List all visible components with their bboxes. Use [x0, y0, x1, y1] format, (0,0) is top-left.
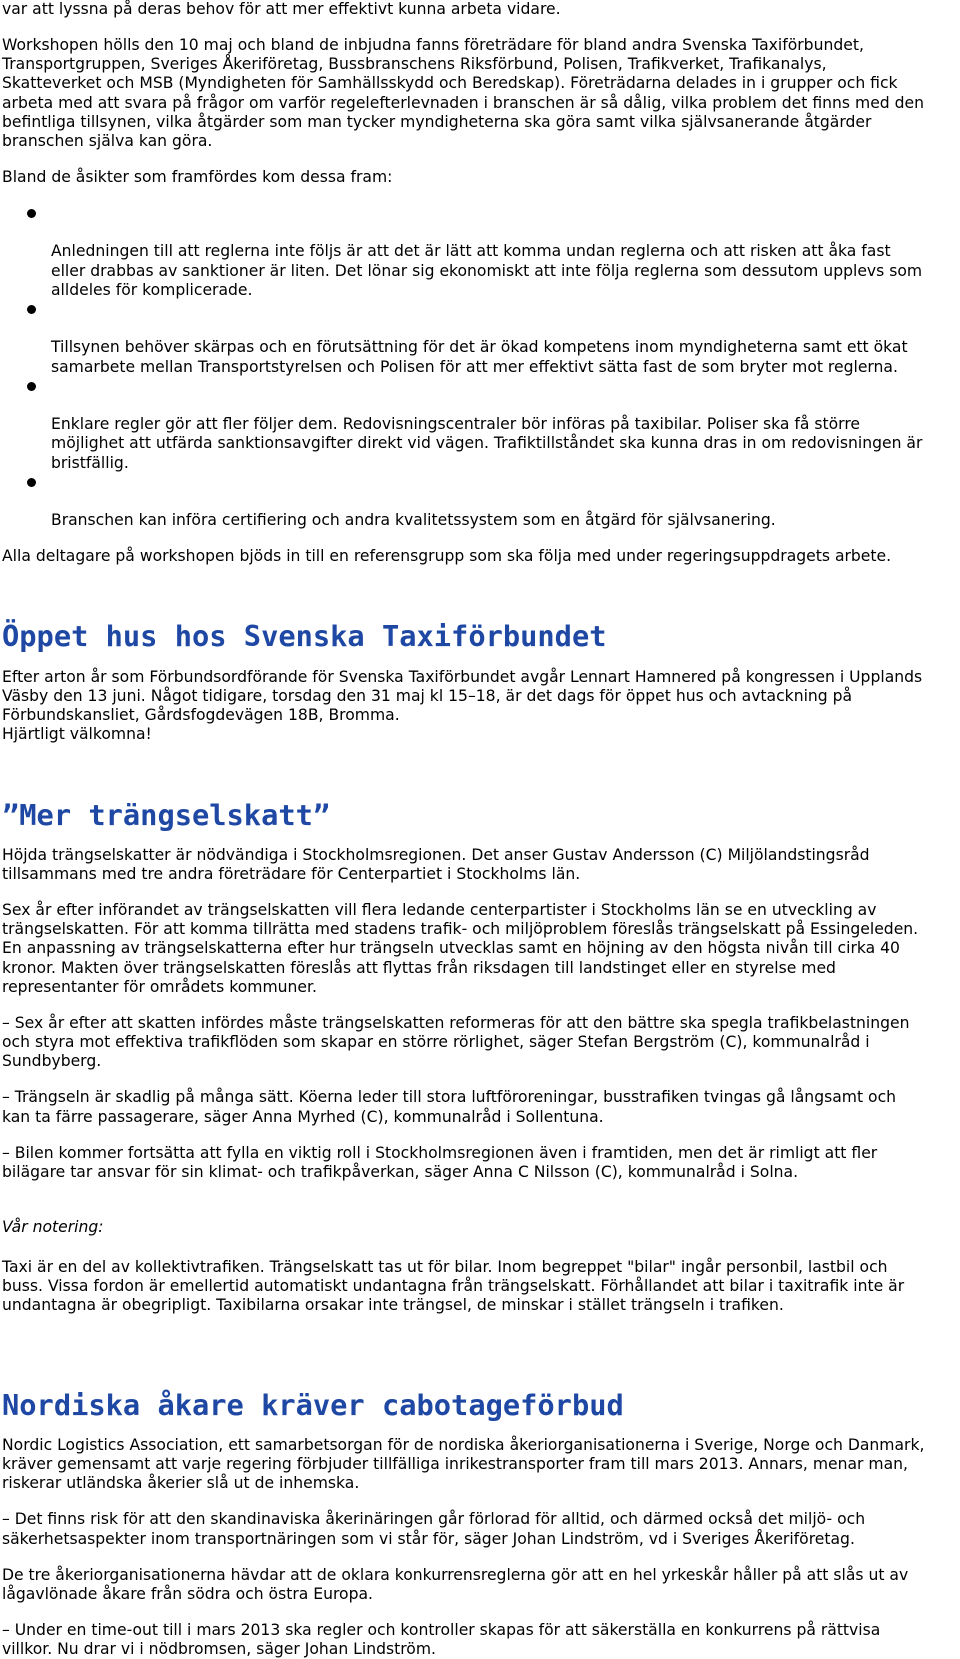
list-item	[2, 204, 960, 300]
paragraph-lead-tail: var att lyssna på deras behov för att mer effektivt kunna arbeta vidare.	[2, 0, 561, 18]
paragraph: Nordic Logistics Association, ett samarbetsorgan för de nordiska åkeriorganisationerna i Sverige, Norge och Danmark, kräver gemensamt att varje regering förbjuder tillfälliga inrikestransporter fram till mars 2013. Annars, menar man, riskerar utländska åkerier slå ut de inhemska.	[2, 1436, 925, 1493]
paragraph-closing: Alla deltagare på workshopen bjöds in till en referensgrupp som ska följa med under regeringsuppdragets arbete.	[2, 547, 892, 566]
quote-paragraph: – Under en time-out till i mars 2013 ska regler och kontroller skapas för att säkerställa en konkurrens på rättvisa villkor. Nu drar vi i nödbromsen, säger Johan Lindström.	[2, 1620, 881, 1659]
paragraph-workshop: Workshopen hölls den 10 maj och bland de inbjudna fanns företrädare för bland andra Svenska Taxiförbundet, Transportgruppen, Sveriges Åkeriföretag, Bussbranschens Riksförbund, Polisen, Trafikverket, Trafikanalys, Skatteverket och MSB (Myndigheten för Samhällsskydd och Beredskap). Företrädarna delades in i grupper och fick arbeta med att svara på frågor om varför regelefterlevnaden i branschen är så dålig, vilka problem det finns med den befintliga tillsynen, vilka åtgärder som man tycker myndigheterna ska göra samt vilka självsanerande åtgärder branschen själva kan göra.	[2, 36, 925, 151]
editor-note-text: Taxi är en del av kollektivtrafiken. Trängselskatt tas ut för bilar. Inom begreppet "bilar" ingår personbil, lastbil och buss. Vissa fordon är emellertid automatiskt undantagna från trängselskatt. Förhållandet att bilar i taxitrafik inte är undantagna är obegripligt. Taxibilarna orsakar inte trängsel, de minskar i stället trängseln i trafiken.	[2, 1257, 905, 1315]
paragraph-opinions-intro: Bland de åsikter som framfördes kom dessa fram:	[2, 168, 393, 187]
editor-note-label: Vår notering:	[2, 1217, 104, 1236]
paragraph: Höjda trängselskatter är nödvändiga i Stockholmsregionen. Det anser Gustav Andersson (C) Miljölandstingsråd tillsammans med tre andra företrädare för Centerpartiet i Stockholms län.	[2, 845, 870, 884]
quote-paragraph: – Sex år efter att skatten infördes måste trängselskatten reformeras för att den bättre ska spegla trafikbelastningen och styra mot effektiva trafikflöden som skapar en större rörlighet, säger Stefan Bergström (C), kommunalråd i Sundbyberg.	[2, 1013, 910, 1071]
article-heading: Öppet hus hos Svenska Taxiförbundet	[2, 619, 607, 654]
article-heading: ”Mer trängselskatt”	[2, 797, 331, 832]
article-congestion-tax	[2, 797, 960, 1335]
bullet-dot-icon	[27, 209, 36, 218]
quote-paragraph: – Bilen kommer fortsätta att fylla en viktig roll i Stockholmsregionen även i framtiden, men det är rimligt att fler bilägare tar ansvar för sin klimat- och trafikpåverkan, säger Anna C Nilsson (C), kommunalråd i Solna.	[2, 1143, 878, 1181]
bullet-dot-icon	[27, 305, 36, 314]
article-cabotage	[2, 1387, 960, 1659]
quote-paragraph: – Trängseln är skadlig på många sätt. Köerna leder till stora luftföroreningar, busstrafiken tvingas gå långsamt och kan ta färre passagerare, säger Anna Myrhed (C), kommunalråd i Sollentuna.	[2, 1088, 897, 1126]
article-open-house	[2, 618, 960, 744]
article-workshop	[2, 0, 960, 566]
list-item-text: Branschen kan införa certifiering och andra kvalitetssystem som en åtgärd för självsanering.	[51, 511, 776, 530]
editor-note	[2, 1199, 960, 1335]
bullet-dot-icon	[27, 478, 36, 487]
paragraph: Sex år efter införandet av trängselskatten vill flera ledande centerpartister i Stockholms län se en utveckling av trängselskatten. För att komma tillrätta med stadens trafik- och miljöproblem föreslås trängselskatt på Essingeleden. En anpassning av trängselskatterna efter hur trängseln utvecklas samt en höjning av den högsta nivån till cirka 40 kronor. Makten över trängselskatten föreslås att flyttas från riksdagen till landstinget eller en styrelse med representanter för områdets kommuner.	[2, 901, 919, 996]
list-item-text: Tillsynen behöver skärpas och en förutsättning för det är ökad kompetens inom myndigheterna samt ett ökat samarbete mellan Transportstyrelsen och Polisen för att mer effektivt sätta fast de som bryter mot reglerna.	[51, 338, 908, 376]
opinions-list	[2, 204, 960, 530]
list-item-text: Enklare regler gör att fler följer dem. Redovisningscentraler bör införas på taxibilar. Poliser ska få större möjlighet att utfärda sanktionsavgifter direkt vid vägen. Trafiktillståndet ska kunna dras in om redovisningen är bristfällig.	[51, 415, 923, 472]
bullet-dot-icon	[27, 382, 36, 391]
list-item	[2, 473, 960, 531]
list-item	[2, 377, 960, 473]
list-item	[2, 300, 960, 377]
paragraph: De tre åkeriorganisationerna hävdar att de oklara konkurrensreglerna gör att en hel yrkeskår håller på att slås ut av lågavlönade åkare från södra och östra Europa.	[2, 1565, 909, 1603]
paragraph-open-house: Efter arton år som Förbundsordförande för Svenska Taxiförbundet avgår Lennart Hamnered på kongressen i Upplands Väsby den 13 juni. Något tidigare, torsdag den 31 maj kl 15–18, är det dags för öppet hus och avtackning på Förbundskansliet, Gårdsfogdevägen 18B, Bromma. Hjärtligt välkomna!	[2, 667, 923, 744]
article-heading: Nordiska åkare kräver cabotageförbud	[2, 1387, 624, 1422]
quote-paragraph: – Det finns risk för att den skandinaviska åkerinäringen går förlorad för alltid, och därmed också det miljö- och säkerhetsaspekter inom transportnäringen som vi står för, säger Johan Lindström, vd i Sveriges Åkeriföretag.	[2, 1510, 866, 1548]
list-item-text: Anledningen till att reglerna inte följs är att det är lätt att komma undan reglerna och att risken att åka fast eller drabbas av sanktioner är liten. Det lönar sig ekonomiskt att inte följa reglerna som dessutom upplevs som alldeles för komplicerade.	[51, 242, 923, 299]
